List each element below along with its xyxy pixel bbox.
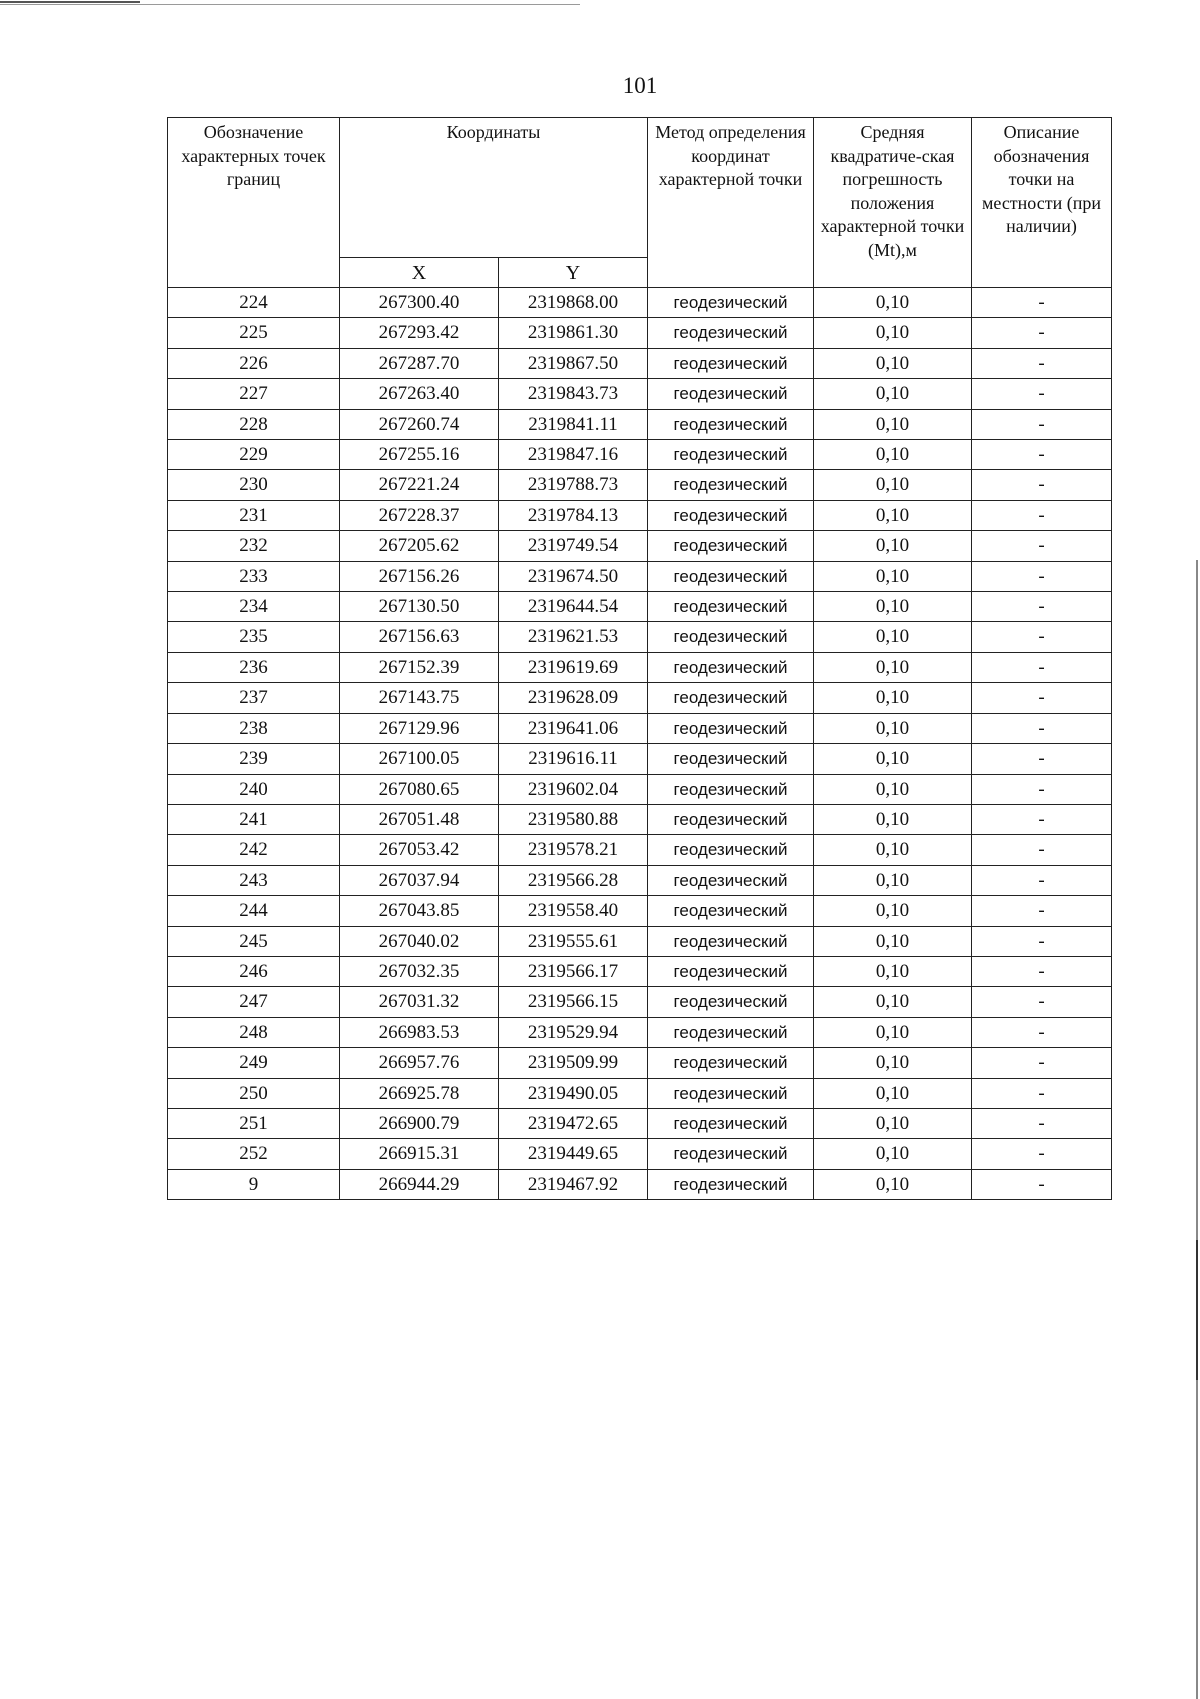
table-row: [168, 1169, 1112, 1199]
cell-error: 0,10: [814, 713, 972, 743]
coordinates-table: [167, 117, 1112, 1200]
table-row: [168, 774, 1112, 804]
cell-method: геодезический: [648, 956, 814, 986]
cell-description: -: [972, 804, 1112, 834]
cell-description: -: [972, 592, 1112, 622]
cell-y: 2319644.54: [499, 592, 648, 622]
cell-x: 267152.39: [340, 652, 499, 682]
cell-description: -: [972, 652, 1112, 682]
cell-point: 244: [168, 896, 340, 926]
scan-edge-line: [0, 1, 140, 3]
cell-y: 2319467.92: [499, 1169, 648, 1199]
cell-method: геодезический: [648, 804, 814, 834]
cell-point: 243: [168, 865, 340, 895]
cell-description: -: [972, 470, 1112, 500]
scan-edge-line: [0, 4, 580, 5]
cell-y: 2319578.21: [499, 835, 648, 865]
cell-description: -: [972, 1108, 1112, 1138]
cell-x: 266983.53: [340, 1017, 499, 1047]
cell-error: 0,10: [814, 561, 972, 591]
cell-description: -: [972, 835, 1112, 865]
cell-method: геодезический: [648, 1169, 814, 1199]
cell-y: 2319847.16: [499, 440, 648, 470]
cell-y: 2319788.73: [499, 470, 648, 500]
cell-y: 2319841.11: [499, 409, 648, 439]
cell-x: 266900.79: [340, 1108, 499, 1138]
cell-error: 0,10: [814, 956, 972, 986]
cell-x: 267228.37: [340, 500, 499, 530]
cell-x: 267031.32: [340, 987, 499, 1017]
cell-x: 267255.16: [340, 440, 499, 470]
cell-x: 267100.05: [340, 744, 499, 774]
cell-error: 0,10: [814, 592, 972, 622]
table-row: [168, 713, 1112, 743]
cell-y: 2319529.94: [499, 1017, 648, 1047]
cell-error: 0,10: [814, 1169, 972, 1199]
cell-point: 235: [168, 622, 340, 652]
cell-point: 241: [168, 804, 340, 834]
page-number: 101: [622, 73, 658, 98]
cell-point: 251: [168, 1108, 340, 1138]
header-point: Обозначение характерных точек границ: [168, 118, 340, 288]
table-row: [168, 440, 1112, 470]
cell-description: -: [972, 683, 1112, 713]
cell-x: 267287.70: [340, 348, 499, 378]
cell-method: геодезический: [648, 470, 814, 500]
cell-y: 2319472.65: [499, 1108, 648, 1138]
cell-point: 230: [168, 470, 340, 500]
cell-point: 232: [168, 531, 340, 561]
cell-description: -: [972, 622, 1112, 652]
cell-description: -: [972, 561, 1112, 591]
cell-error: 0,10: [814, 288, 972, 318]
cell-y: 2319490.05: [499, 1078, 648, 1108]
cell-description: -: [972, 865, 1112, 895]
table-row: [168, 835, 1112, 865]
cell-error: 0,10: [814, 744, 972, 774]
header-error: Средняя квадратиче-ская погрешность положения характерной точки (Mt),м: [814, 118, 972, 288]
cell-point: 225: [168, 318, 340, 348]
table-row: [168, 896, 1112, 926]
cell-point: 240: [168, 774, 340, 804]
cell-y: 2319619.69: [499, 652, 648, 682]
scan-edge-line: [1196, 1240, 1198, 1380]
cell-x: 267080.65: [340, 774, 499, 804]
table-row: [168, 500, 1112, 530]
cell-description: -: [972, 1048, 1112, 1078]
cell-error: 0,10: [814, 409, 972, 439]
cell-description: -: [972, 348, 1112, 378]
cell-method: геодезический: [648, 926, 814, 956]
cell-method: геодезический: [648, 1078, 814, 1108]
table-row: [168, 470, 1112, 500]
cell-point: 245: [168, 926, 340, 956]
cell-x: 267221.24: [340, 470, 499, 500]
table-row: [168, 1139, 1112, 1169]
cell-y: 2319749.54: [499, 531, 648, 561]
cell-error: 0,10: [814, 318, 972, 348]
cell-method: геодезический: [648, 1108, 814, 1138]
cell-y: 2319616.11: [499, 744, 648, 774]
table-row: [168, 744, 1112, 774]
cell-y: 2319861.30: [499, 318, 648, 348]
header-method: Метод определения координат характерной точки: [648, 118, 814, 288]
cell-point: 239: [168, 744, 340, 774]
cell-x: 267129.96: [340, 713, 499, 743]
cell-error: 0,10: [814, 379, 972, 409]
cell-description: -: [972, 500, 1112, 530]
cell-method: геодезический: [648, 896, 814, 926]
cell-x: 267053.42: [340, 835, 499, 865]
cell-description: -: [972, 956, 1112, 986]
cell-description: -: [972, 713, 1112, 743]
header-x: X: [340, 258, 499, 288]
cell-x: 266944.29: [340, 1169, 499, 1199]
cell-y: 2319580.88: [499, 804, 648, 834]
table-row: [168, 288, 1112, 318]
cell-y: 2319602.04: [499, 774, 648, 804]
cell-point: 237: [168, 683, 340, 713]
cell-x: 267260.74: [340, 409, 499, 439]
cell-y: 2319628.09: [499, 683, 648, 713]
cell-method: геодезический: [648, 318, 814, 348]
cell-point: 250: [168, 1078, 340, 1108]
cell-point: 242: [168, 835, 340, 865]
table-row: [168, 409, 1112, 439]
cell-error: 0,10: [814, 865, 972, 895]
table-row: [168, 622, 1112, 652]
cell-method: геодезический: [648, 561, 814, 591]
cell-error: 0,10: [814, 500, 972, 530]
table-row: [168, 1048, 1112, 1078]
cell-description: -: [972, 440, 1112, 470]
cell-y: 2319566.17: [499, 956, 648, 986]
cell-y: 2319621.53: [499, 622, 648, 652]
cell-point: 229: [168, 440, 340, 470]
cell-description: -: [972, 1139, 1112, 1169]
scan-edge-line: [1196, 560, 1198, 1699]
table-row: [168, 561, 1112, 591]
cell-error: 0,10: [814, 440, 972, 470]
cell-description: -: [972, 774, 1112, 804]
cell-description: -: [972, 1169, 1112, 1199]
cell-x: 267293.42: [340, 318, 499, 348]
header-coordinates: Координаты: [340, 118, 648, 258]
cell-description: -: [972, 288, 1112, 318]
table-row: [168, 1017, 1112, 1047]
cell-error: 0,10: [814, 1108, 972, 1138]
header-description: Описание обозначения точки на местности (при наличии): [972, 118, 1112, 288]
cell-description: -: [972, 744, 1112, 774]
cell-description: -: [972, 926, 1112, 956]
cell-point: 247: [168, 987, 340, 1017]
table-row: [168, 531, 1112, 561]
cell-x: 267156.26: [340, 561, 499, 591]
cell-description: -: [972, 896, 1112, 926]
cell-description: -: [972, 409, 1112, 439]
cell-point: 248: [168, 1017, 340, 1047]
header-y: Y: [499, 258, 648, 288]
cell-error: 0,10: [814, 896, 972, 926]
cell-error: 0,10: [814, 1139, 972, 1169]
cell-method: геодезический: [648, 622, 814, 652]
cell-x: 267043.85: [340, 896, 499, 926]
cell-method: геодезический: [648, 744, 814, 774]
cell-y: 2319555.61: [499, 926, 648, 956]
cell-x: 267205.62: [340, 531, 499, 561]
cell-y: 2319558.40: [499, 896, 648, 926]
table-row: [168, 379, 1112, 409]
cell-method: геодезический: [648, 531, 814, 561]
cell-x: 267051.48: [340, 804, 499, 834]
cell-method: геодезический: [648, 440, 814, 470]
cell-method: геодезический: [648, 500, 814, 530]
cell-point: 224: [168, 288, 340, 318]
cell-method: геодезический: [648, 379, 814, 409]
cell-x: 267032.35: [340, 956, 499, 986]
cell-method: геодезический: [648, 1017, 814, 1047]
cell-description: -: [972, 1017, 1112, 1047]
cell-y: 2319449.65: [499, 1139, 648, 1169]
cell-description: -: [972, 531, 1112, 561]
cell-error: 0,10: [814, 1017, 972, 1047]
cell-method: геодезический: [648, 987, 814, 1017]
cell-point: 238: [168, 713, 340, 743]
cell-point: 252: [168, 1139, 340, 1169]
cell-y: 2319843.73: [499, 379, 648, 409]
cell-point: 236: [168, 652, 340, 682]
table-row: [168, 652, 1112, 682]
table-header: [168, 118, 1112, 288]
table-row: [168, 683, 1112, 713]
cell-error: 0,10: [814, 683, 972, 713]
cell-x: 267037.94: [340, 865, 499, 895]
cell-x: 266925.78: [340, 1078, 499, 1108]
cell-x: 267300.40: [340, 288, 499, 318]
cell-error: 0,10: [814, 774, 972, 804]
cell-point: 227: [168, 379, 340, 409]
table-row: [168, 987, 1112, 1017]
table-row: [168, 865, 1112, 895]
cell-point: 234: [168, 592, 340, 622]
cell-y: 2319641.06: [499, 713, 648, 743]
table-row: [168, 592, 1112, 622]
cell-description: -: [972, 1078, 1112, 1108]
cell-error: 0,10: [814, 348, 972, 378]
cell-method: геодезический: [648, 683, 814, 713]
cell-x: 266915.31: [340, 1139, 499, 1169]
cell-x: 267143.75: [340, 683, 499, 713]
cell-y: 2319674.50: [499, 561, 648, 591]
cell-y: 2319566.15: [499, 987, 648, 1017]
cell-error: 0,10: [814, 835, 972, 865]
table-row: [168, 1108, 1112, 1138]
cell-method: геодезический: [648, 713, 814, 743]
cell-error: 0,10: [814, 652, 972, 682]
cell-method: геодезический: [648, 409, 814, 439]
cell-y: 2319867.50: [499, 348, 648, 378]
cell-error: 0,10: [814, 987, 972, 1017]
cell-x: 267130.50: [340, 592, 499, 622]
cell-x: 266957.76: [340, 1048, 499, 1078]
cell-method: геодезический: [648, 865, 814, 895]
cell-point: 246: [168, 956, 340, 986]
cell-description: -: [972, 379, 1112, 409]
cell-y: 2319868.00: [499, 288, 648, 318]
cell-method: геодезический: [648, 835, 814, 865]
cell-y: 2319566.28: [499, 865, 648, 895]
table-row: [168, 926, 1112, 956]
cell-point: 233: [168, 561, 340, 591]
cell-error: 0,10: [814, 926, 972, 956]
cell-x: 267156.63: [340, 622, 499, 652]
cell-point: 231: [168, 500, 340, 530]
cell-error: 0,10: [814, 622, 972, 652]
cell-method: геодезический: [648, 774, 814, 804]
cell-method: геодезический: [648, 288, 814, 318]
cell-method: геодезический: [648, 592, 814, 622]
table-body: [168, 288, 1112, 1200]
cell-point: 226: [168, 348, 340, 378]
cell-point: 9: [168, 1169, 340, 1199]
cell-description: -: [972, 318, 1112, 348]
cell-method: геодезический: [648, 348, 814, 378]
cell-point: 228: [168, 409, 340, 439]
cell-method: геодезический: [648, 1048, 814, 1078]
cell-description: -: [972, 987, 1112, 1017]
cell-error: 0,10: [814, 470, 972, 500]
cell-method: геодезический: [648, 652, 814, 682]
cell-x: 267263.40: [340, 379, 499, 409]
cell-error: 0,10: [814, 804, 972, 834]
table-row: [168, 348, 1112, 378]
table-row: [168, 1078, 1112, 1108]
cell-error: 0,10: [814, 1078, 972, 1108]
cell-x: 267040.02: [340, 926, 499, 956]
cell-error: 0,10: [814, 1048, 972, 1078]
table-row: [168, 804, 1112, 834]
table-row: [168, 318, 1112, 348]
cell-y: 2319509.99: [499, 1048, 648, 1078]
cell-point: 249: [168, 1048, 340, 1078]
table-row: [168, 956, 1112, 986]
cell-y: 2319784.13: [499, 500, 648, 530]
cell-method: геодезический: [648, 1139, 814, 1169]
cell-error: 0,10: [814, 531, 972, 561]
